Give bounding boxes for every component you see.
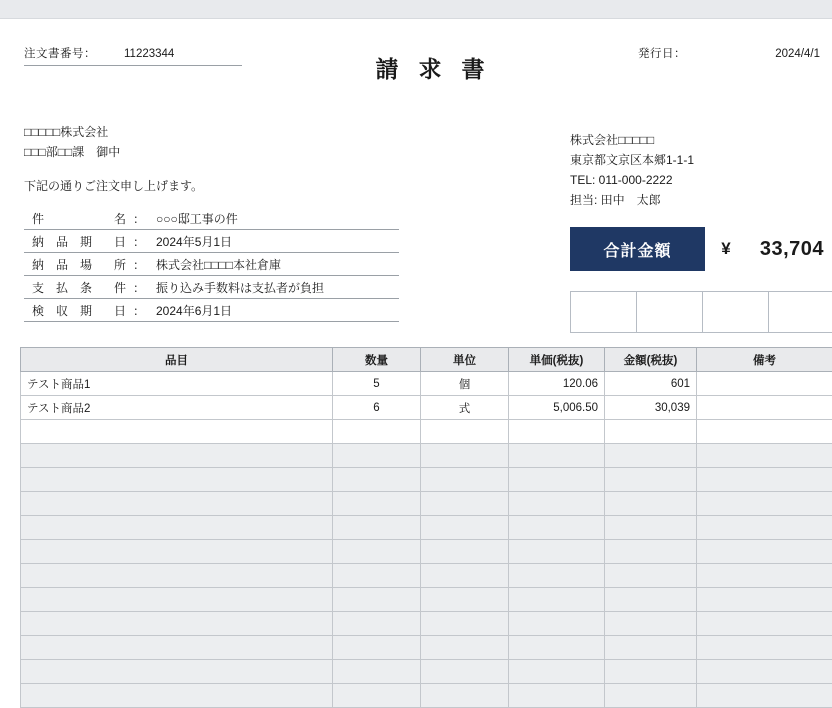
cell-item[interactable]	[21, 516, 333, 540]
cell-amount[interactable]	[605, 420, 697, 444]
detail-label: 件 名	[24, 210, 132, 227]
detail-row	[24, 230, 399, 253]
line-items-table	[20, 347, 832, 708]
column-header-qty: 数量	[333, 348, 421, 372]
cell-note[interactable]	[697, 564, 832, 588]
cell-unit[interactable]	[421, 540, 509, 564]
cell-qty[interactable]	[333, 468, 421, 492]
cell-amount[interactable]	[605, 540, 697, 564]
customer-department: □□□部□□課 御中	[24, 142, 120, 162]
cell-note[interactable]	[697, 612, 832, 636]
cell-unit[interactable]	[421, 564, 509, 588]
cell-item[interactable]	[21, 444, 333, 468]
table-row[interactable]	[21, 444, 832, 468]
cell-amount[interactable]	[605, 684, 697, 708]
cell-unit-price[interactable]	[509, 516, 605, 540]
detail-value: 株式会社□□□□本社倉庫	[146, 256, 281, 273]
cell-qty[interactable]	[333, 636, 421, 660]
cell-item[interactable]: テスト商品2	[21, 396, 333, 420]
cell-unit-price[interactable]: 5,006.50	[509, 396, 605, 420]
table-row[interactable]	[21, 516, 832, 540]
table-row[interactable]	[21, 372, 832, 396]
cell-item[interactable]	[21, 636, 333, 660]
table-row[interactable]	[21, 396, 832, 420]
order-details-table	[24, 207, 399, 322]
table-row[interactable]	[21, 612, 832, 636]
customer-company: □□□□□株式会社	[24, 122, 120, 142]
stamp-box	[570, 291, 636, 333]
cell-qty[interactable]	[333, 588, 421, 612]
cell-note[interactable]	[697, 492, 832, 516]
cell-unit[interactable]	[421, 684, 509, 708]
cell-item[interactable]	[21, 420, 333, 444]
cell-note[interactable]	[697, 468, 832, 492]
cell-note[interactable]	[697, 396, 832, 420]
cell-amount[interactable]	[605, 492, 697, 516]
column-header-note: 備考	[697, 348, 832, 372]
cell-amount[interactable]	[605, 588, 697, 612]
cell-unit-price[interactable]	[509, 564, 605, 588]
cell-unit-price[interactable]	[509, 636, 605, 660]
invoice-sheet	[0, 19, 832, 672]
supplier-address: 東京都文京区本郷1-1-1	[570, 150, 694, 170]
cell-unit[interactable]	[421, 444, 509, 468]
cell-amount[interactable]	[605, 516, 697, 540]
cell-qty[interactable]: 5	[333, 372, 421, 396]
cell-note[interactable]	[697, 636, 832, 660]
cell-item[interactable]	[21, 564, 333, 588]
detail-colon: ：	[132, 279, 146, 296]
stamp-box	[636, 291, 702, 333]
cell-unit[interactable]	[421, 612, 509, 636]
supplier-tel: TEL: 011-000-2222	[570, 170, 694, 190]
column-header-amount: 金額(税抜)	[605, 348, 697, 372]
cell-note[interactable]	[697, 372, 832, 396]
stamp-box	[702, 291, 768, 333]
detail-row	[24, 207, 399, 230]
cell-unit-price[interactable]	[509, 420, 605, 444]
column-header-unit-price: 単価(税抜)	[509, 348, 605, 372]
detail-row	[24, 253, 399, 276]
cell-amount[interactable]	[605, 612, 697, 636]
cell-note[interactable]	[697, 420, 832, 444]
approval-stamp-boxes	[570, 291, 832, 333]
page-title: 請求書	[330, 51, 530, 84]
cell-qty[interactable]	[333, 564, 421, 588]
total-label: 合計金額	[570, 227, 705, 271]
cell-amount[interactable]	[605, 564, 697, 588]
cell-unit-price[interactable]	[509, 588, 605, 612]
detail-label: 支 払 条 件	[24, 279, 132, 296]
issue-date-label: 発行日：	[638, 45, 686, 61]
issue-date-field	[560, 45, 820, 61]
table-row[interactable]	[21, 588, 832, 612]
cell-note[interactable]	[697, 516, 832, 540]
cell-qty[interactable]	[333, 444, 421, 468]
cell-unit[interactable]: 個	[421, 372, 509, 396]
customer-block	[24, 122, 120, 162]
cell-qty[interactable]	[333, 612, 421, 636]
cell-note[interactable]	[697, 588, 832, 612]
table-row[interactable]	[21, 540, 832, 564]
table-row[interactable]	[21, 636, 832, 660]
cell-item[interactable]	[21, 492, 333, 516]
cell-note[interactable]	[697, 684, 832, 708]
cell-unit[interactable]	[421, 588, 509, 612]
detail-label: 納 品 期 日	[24, 233, 132, 250]
cell-amount[interactable]: 601	[605, 372, 697, 396]
cell-unit-price[interactable]	[509, 684, 605, 708]
cell-amount[interactable]: 30,039	[605, 396, 697, 420]
detail-value: 2024年6月1日	[146, 302, 232, 319]
cell-unit-price[interactable]	[509, 468, 605, 492]
cell-item[interactable]	[21, 612, 333, 636]
detail-value: ○○○邸工事の件	[146, 210, 238, 227]
cell-item[interactable]	[21, 540, 333, 564]
column-header-item: 品目	[21, 348, 333, 372]
column-header-unit: 単位	[421, 348, 509, 372]
detail-label: 納 品 場 所	[24, 256, 132, 273]
table-row[interactable]	[21, 468, 832, 492]
cell-amount[interactable]	[605, 636, 697, 660]
cell-qty[interactable]	[333, 420, 421, 444]
detail-colon: ：	[132, 302, 146, 319]
total-value: 33,704	[747, 227, 832, 271]
cell-note[interactable]	[697, 540, 832, 564]
cell-unit-price[interactable]: 120.06	[509, 372, 605, 396]
cell-qty[interactable]	[333, 684, 421, 708]
order-number-value: 11223344	[124, 48, 174, 60]
cell-unit[interactable]	[421, 516, 509, 540]
total-amount-banner	[570, 227, 832, 271]
cell-amount[interactable]	[605, 444, 697, 468]
order-number-field	[24, 45, 242, 66]
detail-colon: ：	[132, 210, 146, 227]
order-number-label: 注文書番号：	[24, 45, 96, 61]
cell-unit[interactable]	[421, 468, 509, 492]
cell-unit[interactable]	[421, 492, 509, 516]
detail-colon: ：	[132, 256, 146, 273]
detail-value: 振り込み手数料は支払者が負担	[146, 279, 324, 296]
table-header-row	[21, 348, 832, 372]
lead-text: 下記の通りご注文申し上げます。	[24, 177, 203, 194]
cell-unit[interactable]: 式	[421, 396, 509, 420]
cell-qty[interactable]: 6	[333, 396, 421, 420]
cell-unit[interactable]	[421, 636, 509, 660]
table-row[interactable]	[21, 492, 832, 516]
currency-symbol: ¥	[705, 227, 747, 271]
cell-note[interactable]	[697, 444, 832, 468]
supplier-company: 株式会社□□□□□	[570, 130, 694, 150]
detail-label: 検 収 期 日	[24, 302, 132, 319]
cell-item[interactable]: テスト商品1	[21, 372, 333, 396]
supplier-contact: 担当: 田中 太郎	[570, 190, 694, 210]
cell-item[interactable]	[21, 588, 333, 612]
cell-amount[interactable]	[605, 468, 697, 492]
cell-qty[interactable]	[333, 516, 421, 540]
cell-qty[interactable]	[333, 540, 421, 564]
table-row[interactable]	[21, 684, 832, 708]
cell-item[interactable]	[21, 684, 333, 708]
cell-unit[interactable]	[421, 420, 509, 444]
issue-date-value: 2024/4/1	[754, 48, 820, 60]
cell-unit-price[interactable]	[509, 492, 605, 516]
table-row[interactable]	[21, 420, 832, 444]
cell-qty[interactable]	[333, 492, 421, 516]
detail-row	[24, 299, 399, 322]
stamp-box	[768, 291, 832, 333]
cell-unit-price[interactable]	[509, 444, 605, 468]
cell-unit-price[interactable]	[509, 612, 605, 636]
supplier-block	[570, 130, 694, 210]
detail-colon: ：	[132, 233, 146, 250]
table-row[interactable]	[21, 564, 832, 588]
cell-unit-price[interactable]	[509, 540, 605, 564]
cell-item[interactable]	[21, 468, 333, 492]
detail-value: 2024年5月1日	[146, 233, 232, 250]
detail-row	[24, 276, 399, 299]
app-toolbar-strip	[0, 0, 832, 19]
